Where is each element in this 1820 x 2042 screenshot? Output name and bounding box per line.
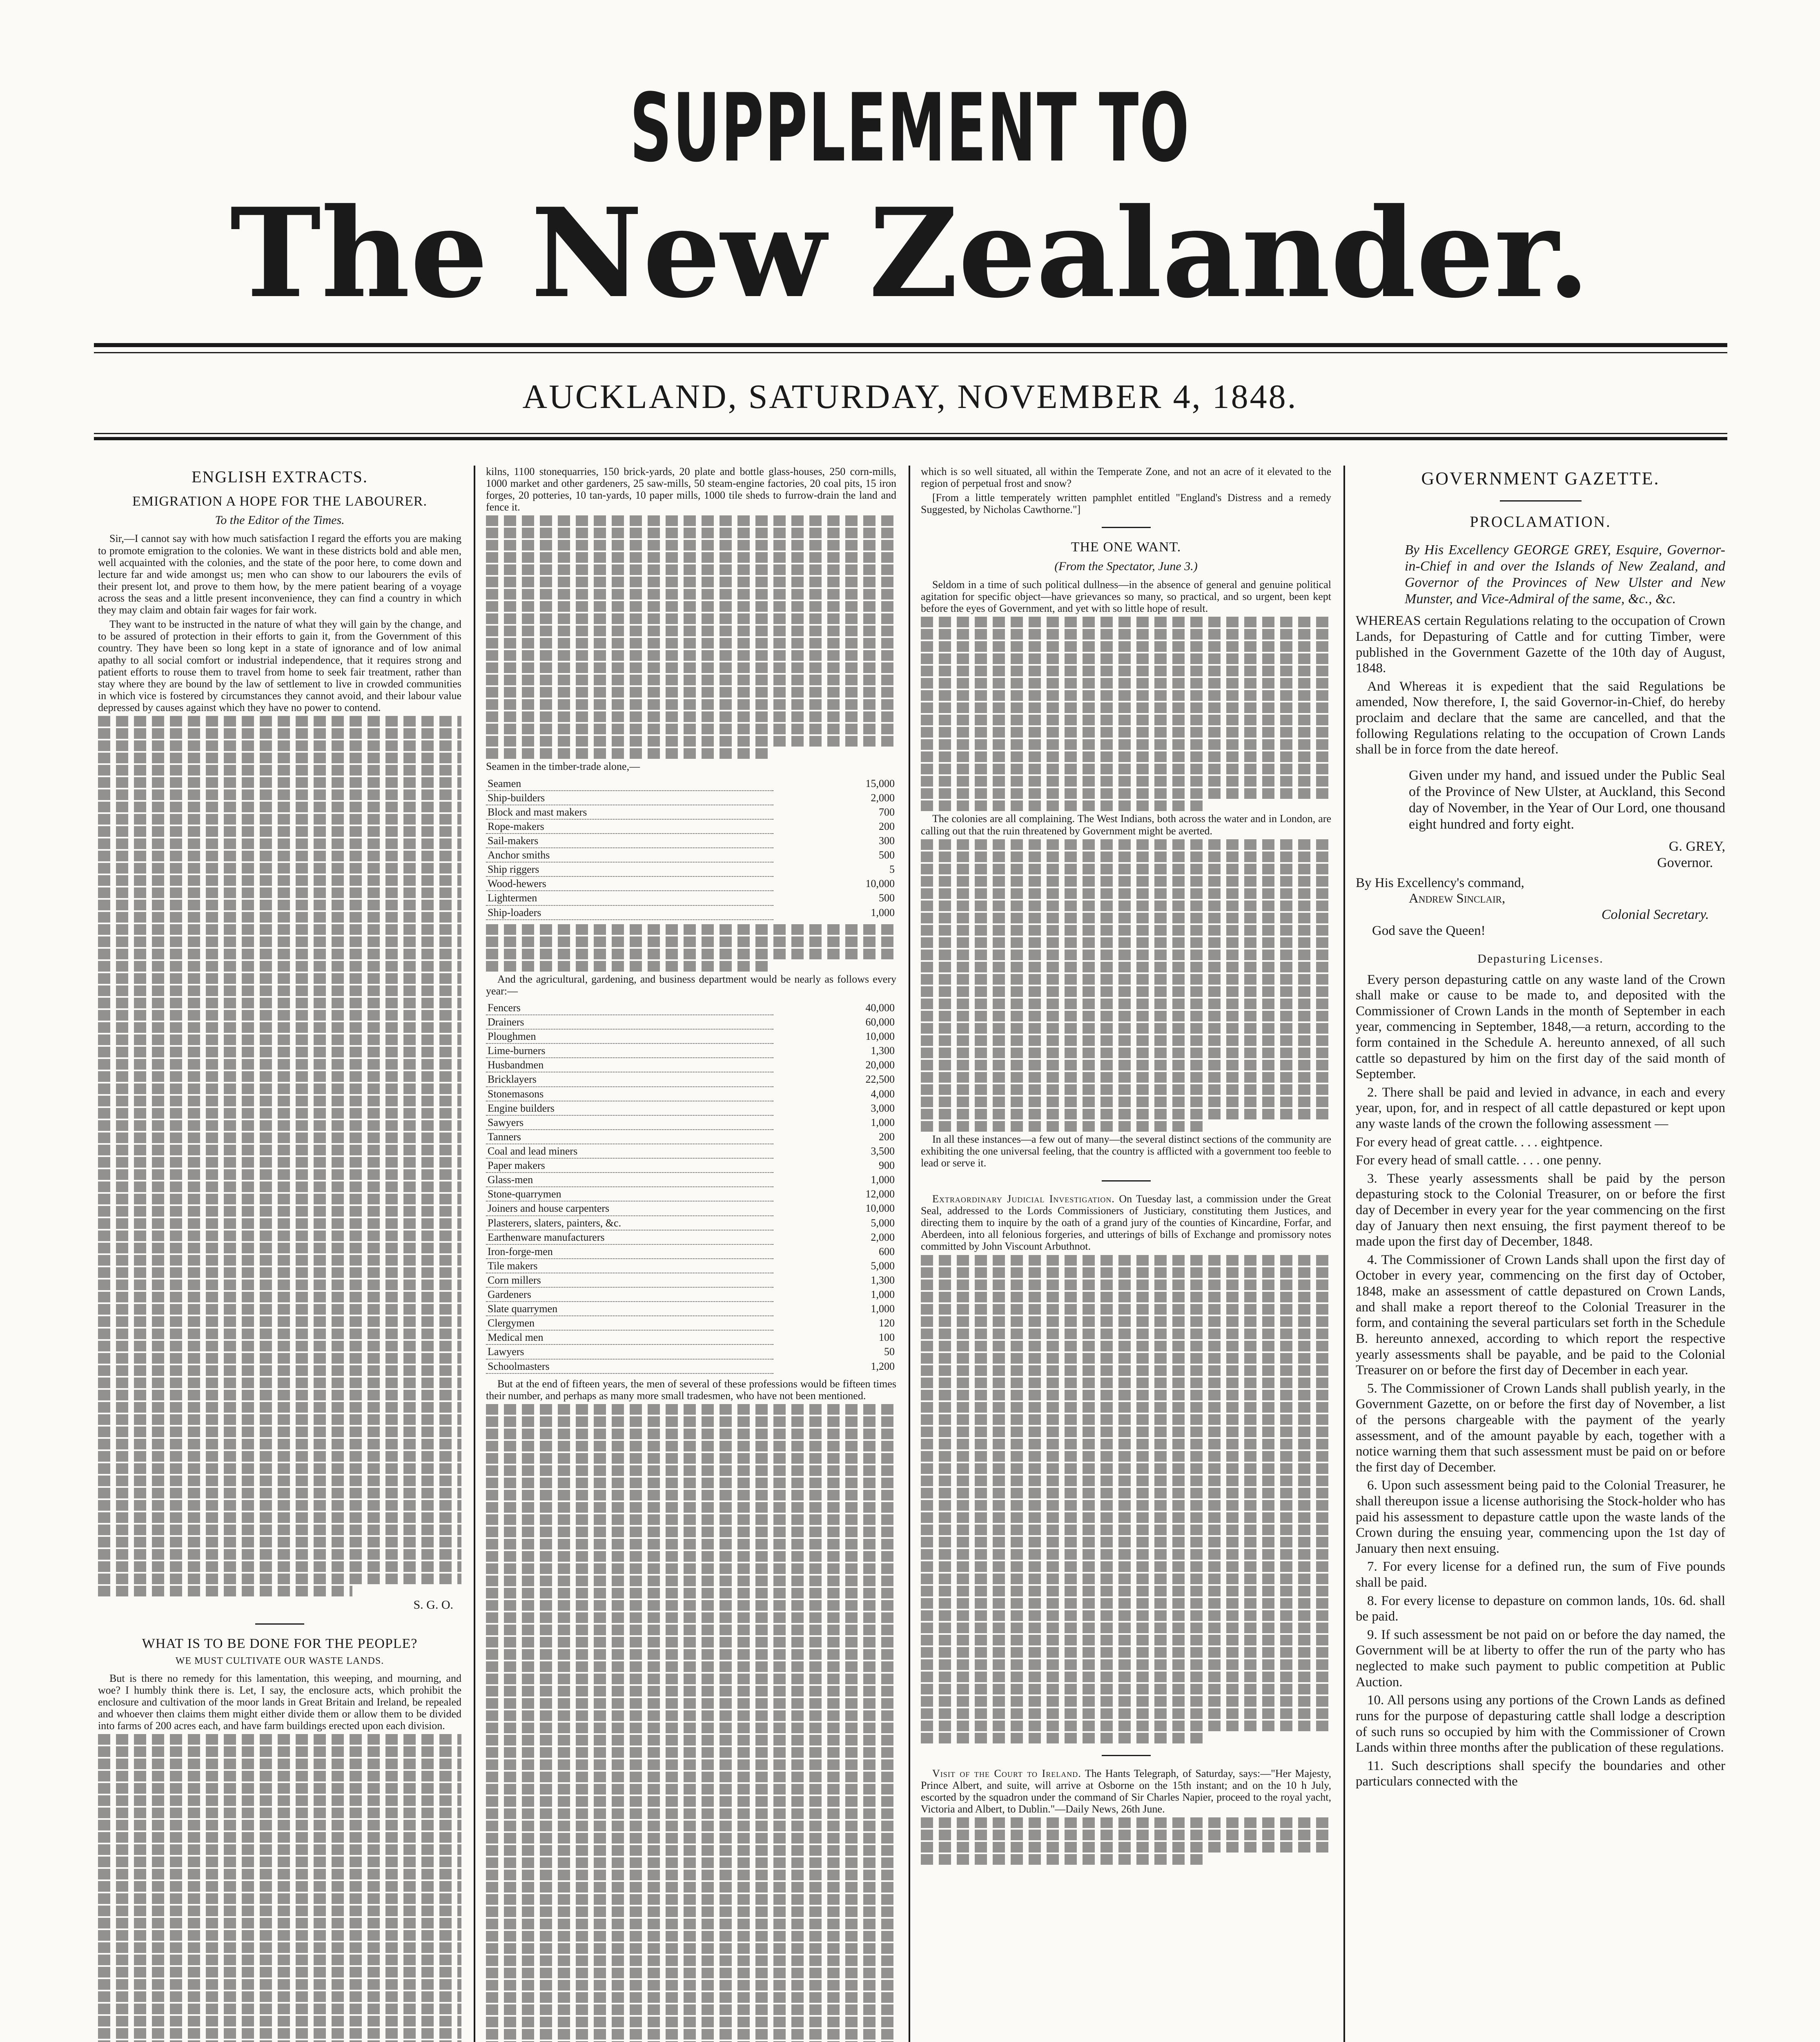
signatory-title: Governor.: [1657, 855, 1713, 871]
table-row: [486, 1115, 896, 1130]
regulation-10: 10. All persons using any portions of the Crown Lands as defined runs for the purpose of depasturing cattle shall lodge a description of such runs so occupied by him with the Commissioner of Crown Lands within three months after the publication of these regulations.: [1356, 1693, 1725, 1755]
table-row: [486, 1130, 896, 1144]
table-row: [486, 791, 896, 805]
item-text: The Hants Telegraph, of Saturday, says:—"Her Majesty, Prince Albert, and suite, will arrive at Osborne on the 15th instant; and on the 10 h July, escorted by the squadron under the command of Sir Charles Napier, proceed to the royal yacht, Victoria and Albert, to Dublin."—Daily News, 26th June.: [921, 1767, 1331, 1815]
occupation-count: 1,000: [871, 1289, 895, 1301]
occupation-label: Bricklayers: [486, 1072, 773, 1086]
article-paragraph: The colonies are all complaining. The West Indians, both across the water and in London, are calling out that the ruin threatened by Government might be averted.: [921, 813, 1331, 837]
occupation-table: [486, 777, 896, 920]
occupation-label: Tanners: [486, 1130, 773, 1144]
column-2: [486, 466, 896, 2042]
occupation-label: Ship riggers: [486, 862, 773, 876]
regulation-11: 11. Such descriptions shall specify the boundaries and other particulars connected with the: [1356, 1758, 1725, 1789]
article-paragraph: In all these instances—a few out of many—the several distinct sections of the community are exhibiting the one universal feeling, that the country is afflicted with a government too feeble to lead or serve it.: [921, 1133, 1331, 1169]
article-signature: S. G. O.: [413, 1598, 453, 1612]
regulation-rate: For every head of great cattle. . . . eightpence.: [1356, 1135, 1603, 1150]
occupation-count: 20,000: [865, 1059, 895, 1071]
proclamation-heading: PROCLAMATION.: [1470, 513, 1611, 531]
occupation-count: 10,000: [865, 878, 895, 890]
supplement-heading: SUPPLEMENT TO: [630, 74, 1190, 183]
occupation-count: 12,000: [865, 1188, 895, 1200]
table-row: [486, 1015, 896, 1029]
table-row: [486, 1201, 896, 1215]
regulation-1: Every person depasturing cattle on any waste land of the Crown shall make or cause to be made to, and deposited with the Commissioner of Crown Lands in the month of September in each year, commencing in September, 1848,—a return, according to the form contained in the Schedule A. hereunto annexed, of all such cattle so depastured by him on the first day of the said month of September.: [1356, 972, 1725, 1082]
occupation-label: Stone-quarrymen: [486, 1187, 773, 1201]
table-row: [486, 1273, 896, 1287]
occupation-label: Anchor smiths: [486, 848, 773, 862]
table-row: [486, 905, 896, 920]
table-row: [486, 805, 896, 819]
article-subtitle: WE MUST CULTIVATE OUR WASTE LANDS.: [175, 1655, 384, 1666]
occupation-label: Glass-men: [486, 1173, 773, 1187]
occupation-label: Fencers: [486, 1001, 773, 1015]
occupation-count: 3,500: [871, 1145, 895, 1157]
table-row: [486, 1244, 896, 1259]
table-row: [486, 834, 896, 848]
table-row: [486, 1173, 896, 1187]
occupation-label: Husbandmen: [486, 1058, 773, 1072]
occupation-count: 900: [879, 1159, 895, 1172]
occupation-label: Seamen: [486, 777, 773, 791]
occupation-count: 600: [879, 1245, 895, 1257]
occupation-label: Medical men: [486, 1330, 773, 1344]
regulation-3: 3. These yearly assessments shall be paid by the person depasturing stock to the Colonial Treasurer, on or before the first day of December in every year for the year commencing on the first day of January then next ensuing, the first payment thereof to be made upon the first day of December, 1848.: [1356, 1171, 1725, 1249]
occupation-count: 1,200: [871, 1360, 895, 1372]
occupation-label: Lawyers: [486, 1344, 773, 1359]
gazette-heading: GOVERNMENT GAZETTE.: [1421, 468, 1660, 488]
occupation-label: Rope-makers: [486, 819, 773, 834]
occupation-label: Block and mast makers: [486, 805, 773, 819]
occupation-label: Ship-loaders: [486, 905, 773, 920]
table-row: [486, 1359, 896, 1373]
table-row: [486, 1144, 896, 1158]
table-row: [486, 1072, 896, 1086]
column-1: [98, 466, 461, 2042]
text-block: [921, 1817, 1331, 1865]
article-paragraph: But is there no remedy for this lamentation, this weeping, and mourning, and woe? I humbly think there is. Let, I say, the enclosure acts, which prohibit the enclosure and cultivation of the moor lands in Great Britain and Ireland, be repealed and whoever then claims them might either divide them or allow them to be divided into farms of 200 acres each, and have farm buildings erected upon each division.: [98, 1672, 461, 1732]
occupation-table: [486, 1001, 896, 1374]
table-row: [486, 1216, 896, 1230]
article-title: EMIGRATION A HOPE FOR THE LABOURER.: [132, 493, 427, 509]
proclamation-paragraph: WHEREAS certain Regulations relating to the occupation of Crown Lands, for Depasturing of Cattle and for cutting Timber, were published in the Government Gazette of the 10th day of August, 1848.: [1356, 613, 1725, 676]
occupation-label: Clergymen: [486, 1316, 773, 1330]
divider: [1102, 1755, 1151, 1756]
regulation-4: 4. The Commissioner of Crown Lands shall upon the first day of October in every year, commencing on the first day of October, 1848, make an assessment of cattle depastured on Crown Lands, and shall make a report thereof to the Colonial Treasurer in the form, and containing the several particulars set forth in the Schedule B. hereunto annexed, according to which report the respective yearly assessments shall be payable, and be paid to the Colonial Treasurer on or before the first day of December in each year.: [1356, 1252, 1725, 1378]
dateline-rule-thick: [94, 437, 1727, 440]
article-subtitle: (From the Spectator, June 3.): [1054, 559, 1198, 573]
divider: [1500, 500, 1582, 502]
occupation-count: 22,500: [865, 1073, 895, 1086]
column-separator: [474, 466, 475, 2042]
occupation-count: 10,000: [865, 1202, 895, 1215]
secretary-title: Colonial Secretary.: [1601, 907, 1709, 923]
table-row: [486, 876, 896, 891]
occupation-count: 1,000: [871, 1174, 895, 1186]
occupation-count: 1,000: [871, 1116, 895, 1128]
signatory: G. GREY,: [1669, 839, 1725, 854]
occupation-count: 15,000: [865, 778, 895, 790]
section-heading: Depasturing Licenses.: [1477, 952, 1604, 966]
occupation-label: Lightermen: [486, 891, 773, 905]
occupation-label: Drainers: [486, 1015, 773, 1029]
occupation-label: Wood-hewers: [486, 876, 773, 891]
proclamation-paragraph: And Whereas it is expedient that the said Regulations be amended, Now therefore, I, the said Governor-in-Chief, do hereby proclaim and declare that the same are cancelled, and that the following Regulations relating to the occupation of Crown Lands shall be in force from the date hereof.: [1356, 679, 1725, 757]
occupation-count: 200: [879, 1130, 895, 1143]
occupation-count: 3,000: [871, 1102, 895, 1114]
table-row: [486, 1187, 896, 1201]
occupation-count: 40,000: [865, 1002, 895, 1014]
article-title: WHAT IS TO BE DONE FOR THE PEOPLE?: [142, 1636, 418, 1651]
divider: [1102, 527, 1151, 528]
masthead-rule-top: [94, 343, 1727, 347]
by-command: By His Excellency's command,: [1356, 875, 1524, 890]
occupation-count: 120: [879, 1317, 895, 1329]
item-heading: Visit of the Court to Ireland.: [932, 1767, 1081, 1779]
regulation-5: 5. The Commissioner of Crown Lands shall publish yearly, in the Government Gazette, on or before the first day of November, a list of the persons chargeable with the payment of the yearly assessment, and of the amount payable by each, together with a notice warning them that such assessment must be paid on or before the first day of December.: [1356, 1381, 1725, 1475]
masthead-rule-thin: [94, 352, 1727, 353]
regulation-2: 2. There shall be paid and levied in advance, in each and every year, upon, for, and in respect of all cattle depastured or kept upon any waste lands of the crown the following assessment —: [1356, 1085, 1725, 1131]
column-separator: [909, 466, 910, 2042]
occupation-count: 500: [879, 892, 895, 904]
text-block: [98, 1734, 461, 2042]
item-heading: Extraordinary Judicial Investigation.: [932, 1193, 1115, 1205]
column-3: [921, 466, 1331, 1866]
occupation-label: Ship-builders: [486, 791, 773, 805]
regulation-7: 7. For every license for a defined run, the sum of Five pounds shall be paid.: [1356, 1559, 1725, 1590]
occupation-label: Gardeners: [486, 1287, 773, 1302]
occupation-count: 2,000: [871, 791, 895, 804]
occupation-label: Schoolmasters: [486, 1359, 773, 1373]
god-save-the-queen: God save the Queen!: [1372, 923, 1486, 938]
occupation-label: Earthenware manufacturers: [486, 1230, 773, 1244]
table-row: [486, 1029, 896, 1043]
table-row: [486, 862, 896, 876]
table-row: [486, 1344, 896, 1359]
occupation-label: Coal and lead miners: [486, 1144, 773, 1158]
occupation-count: 5: [889, 863, 895, 876]
occupation-label: Tile makers: [486, 1259, 773, 1273]
table-row: [486, 1302, 896, 1316]
occupation-count: 300: [879, 834, 895, 847]
proclamation-given: Given under my hand, and issued under the Public Seal of the Province of New Ulster, at Auckland, this Second day of November, in the Year of Our Lord, one thousand eight hundred and forty eight.: [1409, 767, 1725, 832]
text-block: [921, 617, 1331, 811]
occupation-count: 5,000: [871, 1217, 895, 1229]
divider: [1102, 1180, 1151, 1182]
occupation-count: 1,000: [871, 1303, 895, 1315]
table-row: [486, 1330, 896, 1344]
regulation-rate: For every head of small cattle. . . . one penny.: [1356, 1153, 1602, 1168]
occupation-label: Lime-burners: [486, 1043, 773, 1058]
regulation-8: 8. For every license to depasture on common lands, 10s. 6d. shall be paid.: [1356, 1593, 1725, 1624]
table-row: [486, 1043, 896, 1058]
article-paragraph: kilns, 1100 stonequarries, 150 brick-yards, 20 plate and bottle glass-houses, 250 corn-mills, 1000 market and other gardeners, 25 saw-mills, 50 steam-engine factories, 20 coal pits, 15 iron forges, 20 potteries, 10 tan-yards, 10 paper mills, 1000 tile sheds to furrow-drain the land and fence it.: [486, 466, 896, 513]
occupation-count: 60,000: [865, 1016, 895, 1028]
table-row: [486, 777, 896, 791]
article-paragraph: They want to be instructed in the nature of what they will gain by the change, and to be assured of protection in their efforts to gain it, from the Government of this country. They have been so long kept in a state of ignorance and of low animal apathy to all social comfort or industrial independence, that it requires strong and patient efforts to rouse them to travel from home to seek fair treatment, rather than stay where they are bound by the law of settlement to live in crowded communities in which vice is fostered by circumstances they cannot avoid, and their labour value depressed by causes against which they have no power to contend.: [98, 618, 461, 713]
table-row: [486, 1259, 896, 1273]
article-subtitle: To the Editor of the Times.: [215, 513, 345, 527]
table-row: [486, 1287, 896, 1302]
text-block: [486, 924, 896, 972]
text-block: [486, 1404, 896, 2042]
occupation-label: Paper makers: [486, 1158, 773, 1173]
table-row: [486, 891, 896, 905]
text-block: [921, 839, 1331, 1132]
occupation-label: Ploughmen: [486, 1029, 773, 1043]
table-row: [486, 1001, 896, 1015]
occupation-count: 10,000: [865, 1030, 895, 1043]
table-row: [486, 1158, 896, 1173]
occupation-count: 50: [884, 1346, 895, 1358]
table-row: [486, 1316, 896, 1330]
text-block: [98, 716, 461, 1596]
occupation-count: 4,000: [871, 1088, 895, 1100]
occupation-count: 700: [879, 806, 895, 818]
table-row: [486, 1087, 896, 1101]
occupation-count: 2,000: [871, 1231, 895, 1243]
table-row: [486, 819, 896, 834]
occupation-label: Plasterers, slaters, painters, &c.: [486, 1216, 773, 1230]
table-row: [486, 1230, 896, 1244]
dateline-rule-thin: [94, 433, 1727, 434]
occupation-label: Stonemasons: [486, 1087, 773, 1101]
article-paragraph: Seldom in a time of such political dullness—in the absence of general and genuine political agitation for specific object—have grievances so many, so practical, and so urgent, been kept before the eyes of Government, and yet with so little hope of result.: [921, 579, 1331, 615]
column-separator: [1343, 466, 1345, 2042]
article-paragraph: Sir,—I cannot say with how much satisfaction I regard the efforts you are making to promote emigration to the colonies. We want in these districts bold and able men, well acquainted with the colonies, and the state of the poor here, to come down and lecture far and wide amongst us; men who can show to our labourers the evils of their present lot, and prove to them how, by the mere patient bearing of a voyage across the seas and a little present inconvenience, they can find a country in which they may claim and obtain fair wages for fair work.: [98, 533, 461, 616]
occupation-label: Engine builders: [486, 1101, 773, 1115]
occupation-count: 1,000: [871, 906, 895, 918]
text-block: [921, 1255, 1331, 1743]
text-block: [486, 515, 896, 759]
dateline: AUCKLAND, SATURDAY, NOVEMBER 4, 1848.: [522, 378, 1298, 416]
regulation-6: 6. Upon such assessment being paid to the Colonial Treasurer, he shall thereupon issue a license authorising the Stock-holder who has paid his assessment to depasture cattle upon the waste lands of the Crown during the ensuing year, commencing upon the 1st day of January then next ensuing.: [1356, 1478, 1725, 1556]
column-4: [1356, 466, 1725, 1792]
divider: [255, 1623, 304, 1625]
occupation-count: 200: [879, 820, 895, 832]
article-paragraph: But at the end of fifteen years, the men of several of these professions would be fifteen times their number, and perhaps as many more small tradesmen, who have not been mentioned.: [486, 1378, 896, 1402]
occupation-count: 1,300: [871, 1045, 895, 1057]
section-heading: ENGLISH EXTRACTS.: [192, 468, 368, 486]
table-row: [486, 1101, 896, 1115]
occupation-count: 5,000: [871, 1260, 895, 1272]
regulation-9: 9. If such assessment be not paid on or before the day named, the Government will be at liberty to offer the run of the party who has neglected to make such payment to public competition at Public Auction.: [1356, 1627, 1725, 1690]
occupation-count: 500: [879, 849, 895, 861]
source-note: [From a little temperately written pamphlet entitled "England's Distress and a remedy Suggested, by Nicholas Cawthorne."]: [921, 492, 1331, 516]
occupation-label: Slate quarrymen: [486, 1302, 773, 1316]
occupation-label: Sawyers: [486, 1115, 773, 1130]
table-row: [486, 848, 896, 862]
occupation-count: 1,300: [871, 1274, 895, 1286]
article-paragraph: And the agricultural, gardening, and business department would be nearly as follows every year:—: [486, 973, 896, 997]
table-caption: Seamen in the timber-trade alone,—: [486, 760, 640, 773]
article-paragraph: which is so well situated, all within the Temperate Zone, and not an acre of it elevated to the region of perpetual frost and snow?: [921, 466, 1331, 490]
item-text: On Tuesday last, a commission under the Great Seal, addressed to the Lords Commissioners of Justiciary, constituting them Justices, and directing them to inquire by the oath of a grand jury of the counties of Kincardine, Forfar, and Aberdeen, into all felonious forgeries, and utterings of bills of Exchange and promissory notes committed by John Viscount Arbuthnot.: [921, 1193, 1332, 1253]
proclamation-byline: By His Excellency GEORGE GREY, Esquire, Governor-in-Chief in and over the Islands of New Zealand, and Governor of the Provinces of New Ulster and New Munster, and Vice-Admiral of the same, &c., &c.: [1405, 542, 1725, 607]
occupation-label: Iron-forge-men: [486, 1244, 773, 1259]
secretary-name: Andrew Sinclair,: [1409, 891, 1506, 906]
occupation-count: 100: [879, 1331, 895, 1344]
occupation-label: Sail-makers: [486, 834, 773, 848]
article-title: THE ONE WANT.: [1071, 539, 1181, 555]
occupation-label: Corn millers: [486, 1273, 773, 1287]
newspaper-title: The New Zealander.: [230, 181, 1590, 325]
table-row: [486, 1058, 896, 1072]
occupation-label: Joiners and house carpenters: [486, 1201, 773, 1215]
